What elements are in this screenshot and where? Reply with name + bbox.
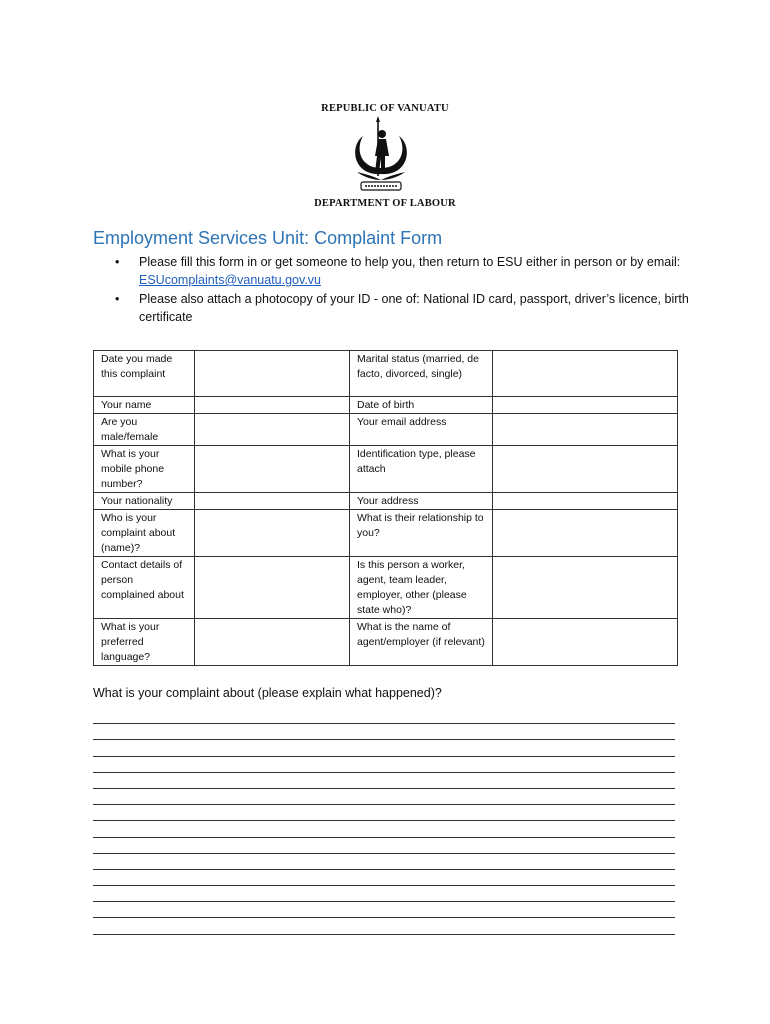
instruction-item [93,253,693,289]
field-label: Identification type, please attach [350,446,493,493]
complaint-question: What is your complaint about (please explain what happened)? [93,686,442,700]
field-input[interactable] [195,414,350,446]
answer-line[interactable] [93,886,675,902]
table-row [94,397,678,414]
field-input[interactable] [195,397,350,414]
field-label: What is your mobile phone number? [94,446,195,493]
bullet-icon: • [115,292,120,306]
answer-line[interactable] [93,740,675,756]
complaint-answer-area[interactable] [93,708,675,935]
field-label: Your email address [350,414,493,446]
field-label: Who is your complaint about (name)? [94,510,195,557]
instruction-item [93,290,693,326]
field-input[interactable] [195,351,350,397]
table-row [94,351,678,397]
table-row [94,414,678,446]
answer-line[interactable] [93,805,675,821]
vanuatu-coat-of-arms-icon [345,116,417,196]
field-input[interactable] [195,510,350,557]
field-label: Is this person a worker, agent, team leader, employer, other (please state who)? [350,557,493,619]
answer-line[interactable] [93,773,675,789]
answer-line[interactable] [93,724,675,740]
field-label: What is your preferred language? [94,619,195,666]
table-row [94,557,678,619]
answer-line[interactable] [93,838,675,854]
field-label: Your name [94,397,195,414]
email-link[interactable]: ESUcomplaints@vanuatu.gov.vu [139,273,321,287]
field-input[interactable] [195,557,350,619]
table-row [94,619,678,666]
field-input[interactable] [195,493,350,510]
field-input[interactable] [195,619,350,666]
field-label: Date you made this complaint [94,351,195,397]
answer-line[interactable] [93,708,675,724]
table-row [94,446,678,493]
answer-line[interactable] [93,854,675,870]
field-label: Marital status (married, de facto, divorced, single) [350,351,493,397]
instruction-text: Please also attach a photocopy of your ID - one of: National ID card, passport, driver’s licence, birth certificate [139,292,689,324]
field-label: Your address [350,493,493,510]
instruction-text: Please fill this form in or get someone to help you, then return to ESU either in person or by email: [139,255,681,269]
answer-line[interactable] [93,821,675,837]
bullet-icon: • [115,255,120,269]
answer-line[interactable] [93,870,675,886]
table-row [94,510,678,557]
field-input[interactable] [493,414,678,446]
instruction-list [93,253,693,327]
field-input[interactable] [493,510,678,557]
answer-line[interactable] [93,918,675,934]
complaint-form-table [93,350,678,666]
field-input[interactable] [493,557,678,619]
field-label: Contact details of person complained about [94,557,195,619]
field-label: What is their relationship to you? [350,510,493,557]
field-input[interactable] [493,619,678,666]
answer-line[interactable] [93,757,675,773]
field-input[interactable] [493,446,678,493]
answer-line[interactable] [93,902,675,918]
field-label: Date of birth [350,397,493,414]
table-row [94,493,678,510]
field-label: Are you male/female [94,414,195,446]
field-label: What is the name of agent/employer (if relevant) [350,619,493,666]
answer-line[interactable] [93,789,675,805]
field-input[interactable] [493,351,678,397]
field-input[interactable] [195,446,350,493]
field-input[interactable] [493,493,678,510]
form-title: Employment Services Unit: Complaint Form [93,228,443,248]
department-heading: DEPARTMENT OF LABOUR [314,198,456,209]
republic-heading: REPUBLIC OF VANUATU [321,103,449,114]
field-input[interactable] [493,397,678,414]
field-label: Your nationality [94,493,195,510]
